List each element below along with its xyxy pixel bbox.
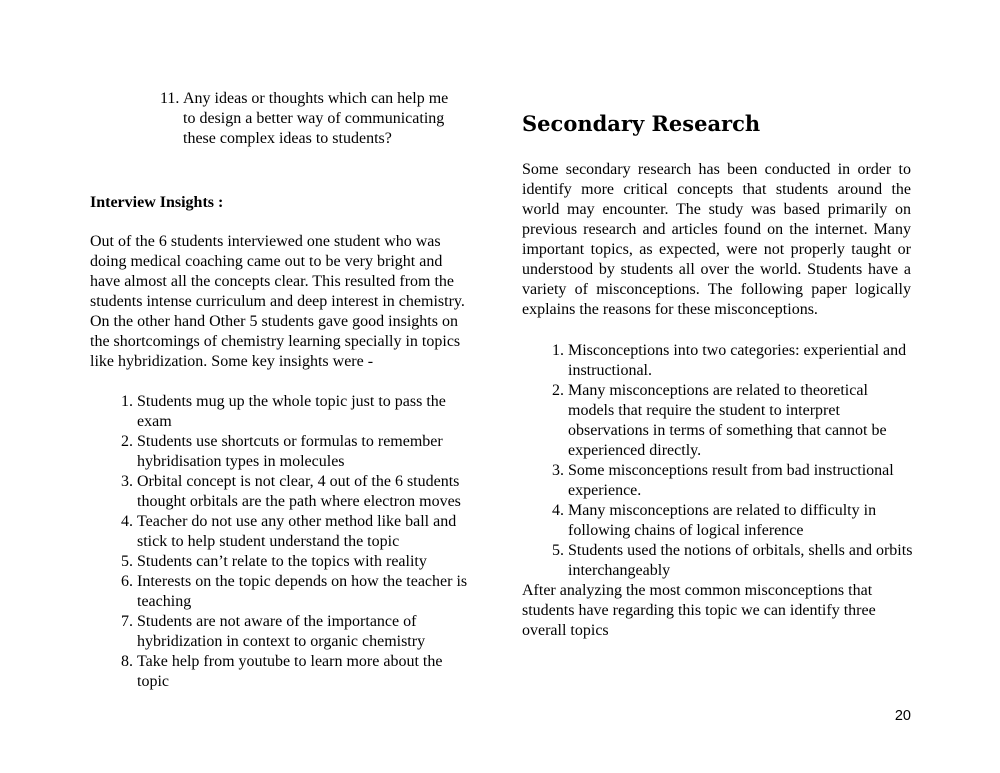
insights-list bbox=[90, 392, 472, 692]
list-item: 2. Students use shortcuts or formulas to remember hybridisation types in molecules bbox=[137, 432, 473, 472]
list-item: 4. Many misconceptions are related to difficulty in following chains of logical inference bbox=[568, 501, 914, 541]
misconceptions-list bbox=[522, 341, 914, 581]
list-item: 5. Students can’t relate to the topics with reality bbox=[137, 552, 473, 572]
interview-intro-paragraph: Out of the 6 students interviewed one student who was doing medical coaching came out to be very bright and have almost all the concepts clear. This resulted from the students intense curriculum and deep interest in chemistry. On the other hand Other 5 students gave good insights on the shortcomings of chemistry learning specially in topics like hybridization. Some key insights were - bbox=[90, 233, 465, 370]
list-item: 6. Interests on the topic depends on how the teacher is teaching bbox=[137, 572, 473, 612]
secondary-research-heading: Secondary Research bbox=[522, 111, 761, 136]
list-item: 8. Take help from youtube to learn more about the topic bbox=[137, 652, 473, 692]
list-item: 1. Misconceptions into two categories: experiential and instructional. bbox=[568, 341, 914, 381]
page-number: 20 bbox=[894, 708, 911, 724]
list-item: 5. Students used the notions of orbitals, shells and orbits interchangeably bbox=[568, 541, 914, 581]
list-item: 3. Orbital concept is not clear, 4 out of the 6 students thought orbitals are the path where electron moves bbox=[137, 472, 473, 512]
list-item: 2. Many misconceptions are related to theoretical models that require the student to interpret observations in terms of something that cannot be experienced directly. bbox=[568, 381, 914, 461]
list-item: 1. Students mug up the whole topic just to pass the exam bbox=[137, 392, 473, 432]
interview-insights-heading: Interview Insights : bbox=[90, 194, 224, 211]
list-item: 4. Teacher do not use any other method like ball and stick to help student understand the topic bbox=[137, 512, 473, 552]
question-item-text: Any ideas or thoughts which can help me to design a better way of communicating these complex ideas to students? bbox=[183, 90, 449, 147]
closing-paragraph: After analyzing the most common misconceptions that students have regarding this topic we can identify three overall topics bbox=[522, 582, 876, 639]
secondary-intro-paragraph: Some secondary research has been conducted in order to identify more critical concepts that students around the world may encounter. The study was based primarily on previous research and articles found on the internet. Many important topics, as expected, were not properly taught or understood by students all over the world. Students have a variety of misconceptions. The following paper logically explains the reasons for these misconceptions. bbox=[522, 161, 911, 318]
question-item-number: 11. bbox=[160, 90, 180, 107]
list-item: 7. Students are not aware of the importance of hybridization in context to organic chemistry bbox=[137, 612, 473, 652]
list-item: 3. Some misconceptions result from bad instructional experience. bbox=[568, 461, 914, 501]
numbered-question-item bbox=[160, 89, 460, 149]
